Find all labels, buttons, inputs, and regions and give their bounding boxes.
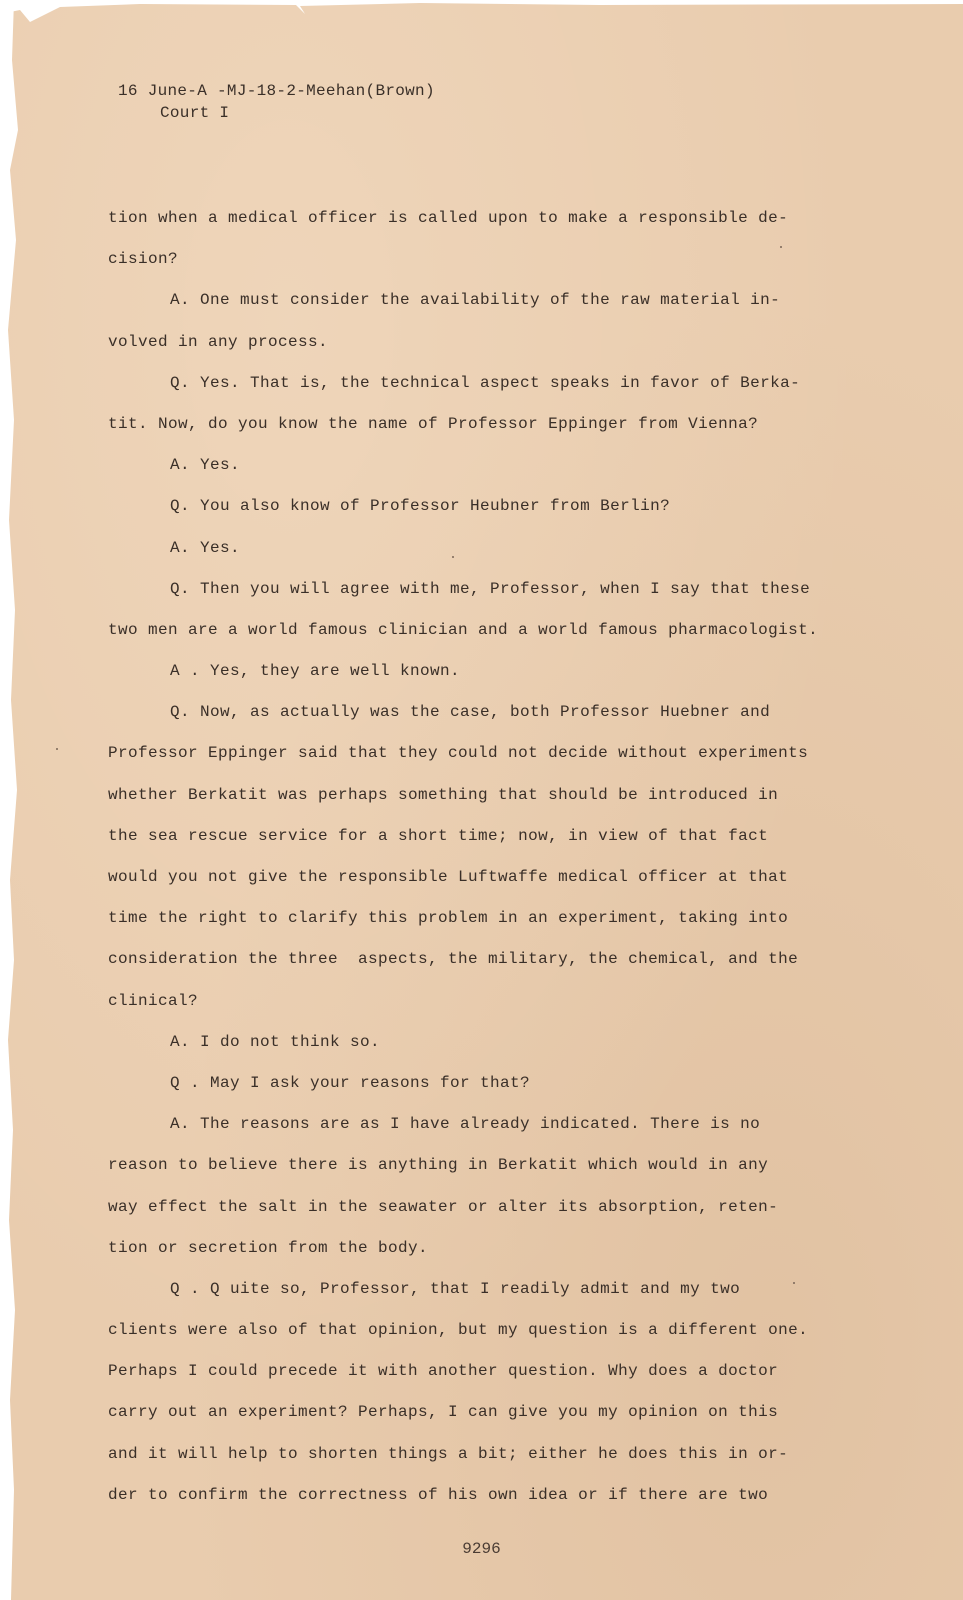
transcript-line: way effect the salt in the seawater or alter its absorption, reten- <box>108 1197 779 1216</box>
transcript-line: consideration the three aspects, the military, the chemical, and the <box>108 950 799 969</box>
torn-left-edge <box>0 0 22 1600</box>
transcript-line: carry out an experiment? Perhaps, I can give you my opinion on this <box>108 1403 779 1422</box>
transcript-line: clinical? <box>108 991 199 1010</box>
transcript-line: tion when a medical officer is called upon to make a responsible de- <box>108 209 789 227</box>
document-header <box>118 80 435 124</box>
transcript-line: clients were also of that opinion, but my question is a different one. <box>108 1321 809 1340</box>
transcript-line: A. I do not think so. <box>170 1032 381 1051</box>
paper-speck <box>452 556 454 558</box>
header-reference: 16 June-A -MJ-18-2-Meehan(Brown) <box>118 82 435 100</box>
transcript-line: Professor Eppinger said that they could not decide without experiments <box>108 744 809 763</box>
paper-speck <box>56 748 58 750</box>
transcript-line: A. Yes. <box>170 538 241 557</box>
transcript-line: Q. Yes. That is, the technical aspect speaks in favor of Berka- <box>170 373 801 392</box>
transcript-body <box>108 198 828 1516</box>
transcript-line: Q. Now, as actually was the case, both Professor Huebner and <box>170 703 771 722</box>
header-court: Court I <box>160 104 230 122</box>
transcript-line: the sea rescue service for a short time; now, in view of that fact <box>108 826 769 845</box>
transcript-line: would you not give the responsible Luftwaffe medical officer at that <box>108 868 789 886</box>
transcript-line: and it will help to shorten things a bit; either he does this in or- <box>108 1444 789 1463</box>
transcript-line: Perhaps I could precede it with another question. Why does a doctor <box>108 1362 779 1381</box>
transcript-line: cision? <box>108 250 179 269</box>
transcript-line: tit. Now, do you know the name of Professor Eppinger from Vienna? <box>108 414 759 433</box>
transcript-line: volved in any process. <box>108 332 329 351</box>
torn-top-edge <box>0 0 963 24</box>
transcript-line: Q. Then you will agree with me, Professor, when I say that these <box>170 579 811 598</box>
transcript-line: A. One must consider the availability of the raw material in- <box>170 291 781 310</box>
transcript-line: Q . Q uite so, Professor, that I readily admit and my two <box>170 1279 741 1298</box>
transcript-line: A . Yes, they are well known. <box>170 662 461 681</box>
transcript-line: der to confirm the correctness of his own idea or if there are two <box>108 1485 769 1504</box>
transcript-line: whether Berkatit was perhaps something that should be introduced in <box>108 785 779 804</box>
transcript-line: Q. You also know of Professor Heubner from Berlin? <box>170 497 671 516</box>
transcript-line: two men are a world famous clinician and a world famous pharmacologist. <box>108 620 819 639</box>
transcript-line: tion or secretion from the body. <box>108 1238 429 1257</box>
paper-speck <box>793 1282 795 1284</box>
transcript-line: reason to believe there is anything in Berkatit which would in any <box>108 1156 769 1175</box>
transcript-line: time the right to clarify this problem in an experiment, taking into <box>108 909 789 928</box>
page-number: 9296 <box>462 1540 501 1558</box>
transcript-line: A. The reasons are as I have already indicated. There is no <box>170 1115 761 1134</box>
paper-speck <box>780 246 782 248</box>
transcript-line: Q . May I ask your reasons for that? <box>170 1073 531 1092</box>
transcript-line: A. Yes. <box>170 456 241 475</box>
